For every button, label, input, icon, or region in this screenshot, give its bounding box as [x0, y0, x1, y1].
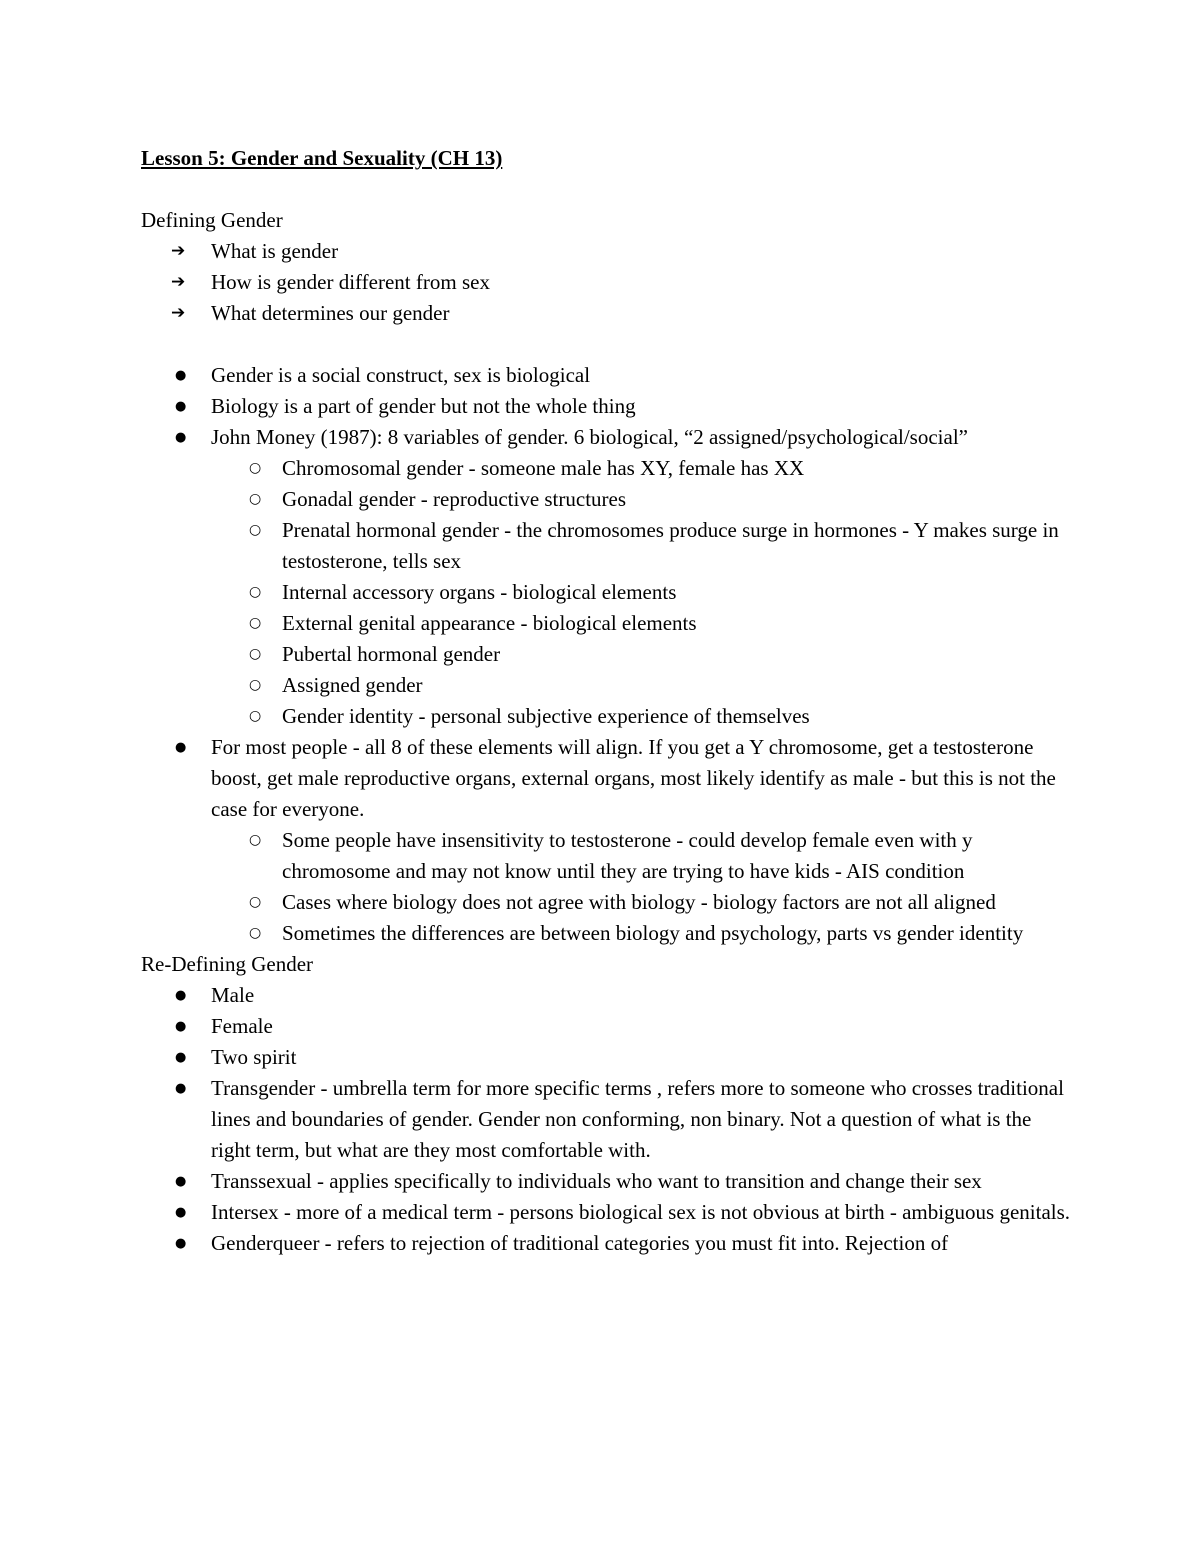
sub-bullet-item — [211, 484, 1071, 515]
bullet-text: John Money (1987): 8 variables of gender. 6 biological, “2 assigned/psychological/social” — [211, 425, 968, 449]
sub-bullet-text: Internal accessory organs - biological elements — [282, 580, 677, 604]
sub-bullet-item — [211, 825, 1071, 887]
sub-list-money-variables — [211, 453, 1071, 732]
circle-icon: ○ — [249, 894, 262, 910]
bullet-item — [141, 1228, 1071, 1259]
circle-icon: ○ — [249, 615, 262, 631]
arrow-icon: ➔ — [171, 303, 186, 323]
bullet-icon: ● — [175, 988, 187, 1003]
bullet-text: Two spirit — [211, 1045, 297, 1069]
question-text: What determines our gender — [211, 301, 450, 325]
sub-bullet-item — [211, 701, 1071, 732]
question-text: What is gender — [211, 239, 339, 263]
bullet-text: Transsexual - applies specifically to individuals who want to transition and change their sex — [211, 1169, 982, 1193]
bullet-text: For most people - all 8 of these elements will align. If you get a Y chromosome, get a testosterone boost, get male reproductive organs, external organs, most likely identify as male - but this is not the case for everyone. — [211, 735, 1056, 821]
document-content — [141, 143, 1071, 1259]
section-heading-defining-gender: Defining Gender — [141, 208, 283, 232]
bullet-text: Gender is a social construct, sex is biological — [211, 363, 591, 387]
sub-bullet-text: Pubertal hormonal gender — [282, 642, 501, 666]
bullet-item — [141, 391, 1071, 422]
bullet-icon: ● — [175, 1050, 187, 1065]
circle-icon: ○ — [249, 832, 262, 848]
question-text: How is gender different from sex — [211, 270, 490, 294]
bullet-item — [141, 1073, 1071, 1166]
bullet-icon: ● — [175, 1205, 187, 1220]
bullet-text: Male — [211, 983, 255, 1007]
arrow-icon: ➔ — [171, 272, 186, 292]
sub-bullet-item — [211, 639, 1071, 670]
bullet-text: Female — [211, 1014, 273, 1038]
bullet-item — [141, 1042, 1071, 1073]
sub-bullet-text: Prenatal hormonal gender - the chromosomes produce surge in hormones - Y makes surge in testosterone, tells sex — [282, 518, 1059, 573]
bullet-item — [141, 980, 1071, 1011]
question-item — [141, 298, 1071, 329]
circle-icon: ○ — [249, 708, 262, 724]
bullet-text: Intersex - more of a medical term - persons biological sex is not obvious at birth - ambiguous genitals. — [211, 1200, 1071, 1224]
sub-bullet-text: Chromosomal gender - someone male has XY, female has XX — [282, 456, 805, 480]
circle-icon: ○ — [249, 491, 262, 507]
question-item — [141, 267, 1071, 298]
circle-icon: ○ — [249, 584, 262, 600]
sub-bullet-item — [211, 577, 1071, 608]
bullet-icon: ● — [175, 399, 187, 414]
sub-bullet-text: Some people have insensitivity to testosterone - could develop female even with y chromosome and may not know until they are trying to have kids - AIS condition — [282, 828, 973, 883]
bullet-icon: ● — [175, 1019, 187, 1034]
bullet-list-re-defining-gender — [141, 980, 1071, 1259]
circle-icon: ○ — [249, 646, 262, 662]
bullet-icon: ● — [175, 1174, 187, 1189]
sub-bullet-item — [211, 670, 1071, 701]
bullet-item — [141, 1011, 1071, 1042]
bullet-item — [141, 360, 1071, 391]
sub-bullet-item — [211, 887, 1071, 918]
bullet-icon: ● — [175, 430, 187, 445]
arrow-icon: ➔ — [171, 241, 186, 261]
bullet-item — [141, 732, 1071, 949]
bullet-list-defining-gender — [141, 360, 1071, 949]
bullet-item — [141, 1166, 1071, 1197]
bullet-text: Genderqueer - refers to rejection of traditional categories you must fit into. Rejection of — [211, 1231, 949, 1255]
sub-bullet-text: External genital appearance - biological elements — [282, 611, 697, 635]
blank-line — [141, 174, 1071, 205]
circle-icon: ○ — [249, 460, 262, 476]
sub-bullet-item — [211, 453, 1071, 484]
sub-bullet-text: Gender identity - personal subjective experience of themselves — [282, 704, 810, 728]
sub-list-exceptions — [211, 825, 1071, 949]
bullet-text: Transgender - umbrella term for more specific terms , refers more to someone who crosses traditional lines and boundaries of gender. Gender non conforming, non binary. Not a question of what is the right term, but what are they most comfortable with. — [211, 1076, 1064, 1162]
blank-line — [141, 329, 1071, 360]
bullet-icon: ● — [175, 740, 187, 755]
circle-icon: ○ — [249, 522, 262, 538]
sub-bullet-text: Sometimes the differences are between biology and psychology, parts vs gender identity — [282, 921, 1024, 945]
bullet-icon: ● — [175, 368, 187, 383]
question-item — [141, 236, 1071, 267]
circle-icon: ○ — [249, 677, 262, 693]
circle-icon: ○ — [249, 925, 262, 941]
bullet-text: Biology is a part of gender but not the whole thing — [211, 394, 636, 418]
bullet-item — [141, 422, 1071, 732]
sub-bullet-text: Cases where biology does not agree with biology - biology factors are not all aligned — [282, 890, 996, 914]
bullet-icon: ● — [175, 1236, 187, 1251]
section-heading-re-defining-gender: Re-Defining Gender — [141, 952, 314, 976]
question-list — [141, 236, 1071, 329]
sub-bullet-text: Assigned gender — [282, 673, 423, 697]
bullet-item — [141, 1197, 1071, 1228]
sub-bullet-text: Gonadal gender - reproductive structures — [282, 487, 627, 511]
bullet-icon: ● — [175, 1081, 187, 1096]
sub-bullet-item — [211, 608, 1071, 639]
document-title: Lesson 5: Gender and Sexuality (CH 13) — [141, 146, 503, 170]
sub-bullet-item — [211, 918, 1071, 949]
sub-bullet-item — [211, 515, 1071, 577]
